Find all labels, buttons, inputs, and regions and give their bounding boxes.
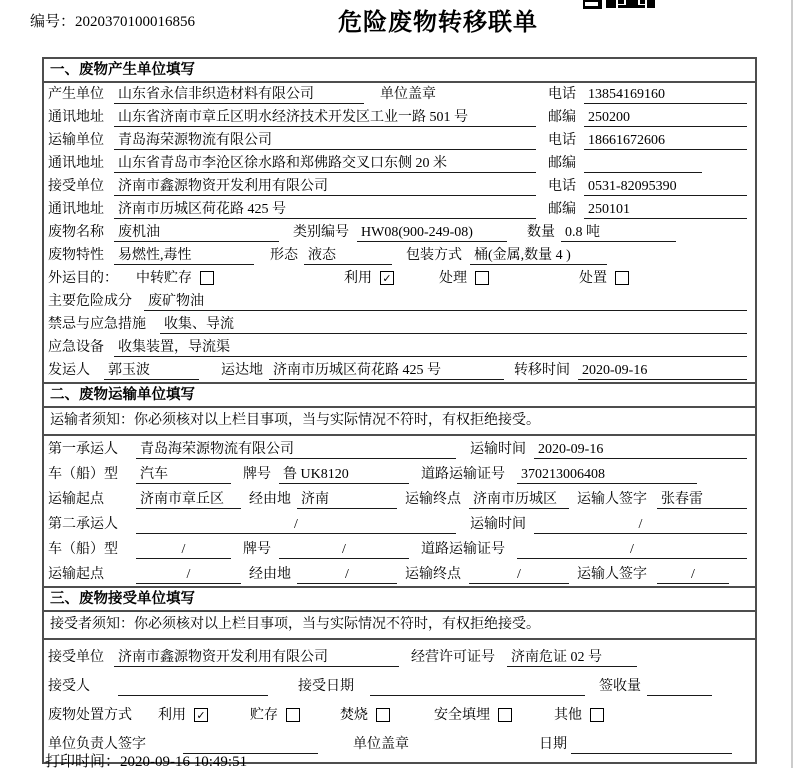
section-producer [44, 59, 755, 382]
purpose-label: 外运目的： [48, 271, 118, 286]
consignor-value: 郭玉波 [104, 361, 199, 380]
field-label: 产生单位 [48, 87, 104, 102]
receiver-unit-value: 济南市鑫源物资开发利用有限公司 [114, 177, 536, 196]
receipt-amount-value [647, 677, 712, 696]
plate-value: 鲁 UK8120 [279, 465, 409, 484]
field-label: 通讯地址 [48, 110, 104, 125]
via-2-value: / [297, 565, 397, 584]
phone-label: 电话 [548, 133, 576, 148]
row-transport-unit [44, 129, 755, 152]
road-permit-label: 道路运输证号 [421, 542, 505, 557]
route-end-2-value: / [469, 565, 569, 584]
option-other [554, 706, 604, 725]
producer-phone-value: 13854169160 [584, 85, 747, 104]
hazard-component-value: 废矿物油 [144, 292, 747, 311]
row-accept-unit [44, 640, 755, 669]
road-permit-value: 370213006408 [517, 465, 697, 484]
carrier-sign-value: 张春雷 [657, 490, 747, 509]
accept-person-value [118, 677, 268, 696]
print-time [45, 750, 247, 768]
field-label: 第一承运人 [48, 442, 118, 457]
first-carrier-value: 青岛海荣源物流有限公司 [136, 440, 456, 459]
destination-label: 运达地 [221, 363, 263, 378]
section-3-header: 三、废物接受单位填写 [44, 586, 755, 612]
row-emergency-equipment [44, 336, 755, 359]
carrier-sign-label: 运输人签字 [577, 567, 647, 582]
phone-label: 电话 [548, 179, 576, 194]
plate-label: 牌号 [243, 467, 271, 482]
manifest-form [42, 57, 757, 764]
serial-label: 编号： [30, 14, 76, 30]
row-waste-name [44, 221, 755, 244]
row-taboo-measures [44, 313, 755, 336]
vehicle-type-2-value: / [136, 540, 231, 559]
form-value: 液态 [304, 246, 392, 265]
transport-address-value: 山东省青岛市李沧区徐水路和郑佛路交叉口东侧 20 米 [114, 154, 536, 173]
emergency-equipment-value: 收集装置，导流渠 [114, 338, 747, 357]
field-label: 主要危险成分 [48, 294, 132, 309]
license-label: 经营许可证号 [411, 650, 495, 665]
carrier-sign-2-value: / [657, 565, 729, 584]
second-carrier-value: / [136, 515, 456, 534]
checkbox-other[interactable] [590, 708, 604, 722]
checkbox-storage[interactable] [286, 708, 300, 722]
receiver-phone-value: 0531-82095390 [584, 177, 747, 196]
packaging-value: 桶(金属,数量 4 ) [470, 246, 607, 265]
transport-zip-value [584, 154, 702, 173]
zip-label: 邮编 [548, 156, 576, 171]
transport-time-label: 运输时间 [470, 517, 526, 532]
row-route-1 [44, 486, 755, 511]
row-route-2 [44, 561, 755, 586]
option-treat [439, 269, 489, 288]
transport-unit-value: 青岛海荣源物流有限公司 [114, 131, 536, 150]
receipt-amount-label: 签收量 [599, 679, 641, 694]
license-value: 济南危证 02 号 [507, 648, 637, 667]
accept-date-label: 接受日期 [298, 679, 354, 694]
field-label: 第二承运人 [48, 517, 118, 532]
row-waste-character [44, 244, 755, 267]
option-label: 利用 [158, 708, 186, 723]
row-vehicle-2 [44, 536, 755, 561]
waste-name-value: 废机油 [114, 223, 279, 242]
field-label: 禁忌与应急措施 [48, 317, 146, 332]
date-value [571, 735, 732, 754]
field-label: 发运人 [48, 363, 90, 378]
vehicle-type-value: 汽车 [136, 465, 231, 484]
checkbox-utilize[interactable]: ✓ [380, 271, 394, 285]
section-2-header: 二、废物运输单位填写 [44, 382, 755, 408]
option-dispose [579, 269, 629, 288]
row-producer-address [44, 106, 755, 129]
receiver-zip-value: 250101 [584, 200, 747, 219]
route-end-value: 济南市历城区 [469, 490, 569, 509]
field-label: 运输单位 [48, 133, 104, 148]
plate-label: 牌号 [243, 542, 271, 557]
row-receiver-unit [44, 175, 755, 198]
row-accept-person [44, 669, 755, 698]
option-label: 处置 [579, 271, 607, 286]
receiver-notice: 接受者须知：你必须核对以上栏目事项，当与实际情况不符时，有权拒绝接受。 [44, 612, 755, 640]
transport-time-label: 运输时间 [470, 442, 526, 457]
qr-code-fragment [583, 0, 655, 9]
field-label: 接受单位 [48, 650, 104, 665]
option-label: 其他 [554, 708, 582, 723]
plate-2-value: / [279, 540, 409, 559]
field-label: 废物特性 [48, 248, 104, 263]
page-title: 危险废物转移联单 [338, 9, 538, 36]
checkbox-treat[interactable] [475, 271, 489, 285]
taboo-measures-value: 收集、导流 [160, 315, 747, 334]
option-label: 贮存 [250, 708, 278, 723]
row-second-carrier [44, 511, 755, 536]
row-hazard-component [44, 290, 755, 313]
head-sign-label: 单位负责人签字 [48, 737, 146, 752]
producer-unit-value: 山东省永信非织造材料有限公司 [114, 85, 364, 104]
option-incinerate [340, 706, 390, 725]
option-landfill [434, 706, 512, 725]
field-label: 接受人 [48, 679, 90, 694]
route-end-label: 运输终点 [405, 567, 461, 582]
transfer-time-value: 2020-09-16 [578, 361, 747, 380]
quantity-value: 0.8 吨 [561, 223, 676, 242]
transport-time-2-value: / [534, 515, 747, 534]
field-label: 运输起点 [48, 567, 104, 582]
section-transporter [44, 382, 755, 586]
destination-value: 济南市历城区荷花路 425 号 [269, 361, 504, 380]
accept-date-value [370, 677, 585, 696]
option-label: 焚烧 [340, 708, 368, 723]
producer-address-value: 山东省济南市章丘区明水经济技术开发区工业一路 501 号 [114, 108, 536, 127]
section-receiver [44, 586, 755, 762]
packaging-label: 包装方式 [406, 248, 462, 263]
row-transport-address [44, 152, 755, 175]
accept-unit-value: 济南市鑫源物资开发利用有限公司 [114, 648, 399, 667]
checkbox-landfill[interactable] [498, 708, 512, 722]
via-label: 经由地 [249, 492, 291, 507]
checkbox-utilize-2[interactable]: ✓ [194, 708, 208, 722]
row-receiver-address [44, 198, 755, 221]
field-label: 接受单位 [48, 179, 104, 194]
zip-label: 邮编 [548, 110, 576, 125]
carrier-sign-label: 运输人签字 [577, 492, 647, 507]
route-origin-value: 济南市章丘区 [136, 490, 241, 509]
page-right-edge [791, 0, 793, 768]
field-label: 通讯地址 [48, 156, 104, 171]
field-label: 车（船）型 [48, 467, 118, 482]
unit-seal-label: 单位盖章 [353, 737, 409, 752]
unit-seal-label: 单位盖章 [380, 87, 436, 102]
road-permit-label: 道路运输证号 [421, 467, 505, 482]
via-label: 经由地 [249, 567, 291, 582]
row-transfer-purpose [44, 267, 755, 290]
transporter-notice: 运输者须知：你必须核对以上栏目事项，当与实际情况不符时，有权拒绝接受。 [44, 408, 755, 436]
receiver-address-value: 济南市历城区荷花路 425 号 [114, 200, 536, 219]
field-label: 运输起点 [48, 492, 104, 507]
option-transit-storage [136, 269, 214, 288]
field-label: 通讯地址 [48, 202, 104, 217]
option-label: 中转贮存 [136, 271, 192, 286]
serial-value: 2020370100016856 [75, 14, 196, 30]
option-storage [250, 706, 300, 725]
row-vehicle-1 [44, 461, 755, 486]
category-value: HW08(900-249-08) [357, 223, 507, 242]
route-end-label: 运输终点 [405, 492, 461, 507]
character-value: 易燃性,毒性 [114, 246, 254, 265]
row-consignor [44, 359, 755, 382]
field-label: 应急设备 [48, 340, 104, 355]
form-label: 形态 [270, 248, 298, 263]
transport-time-value: 2020-09-16 [534, 440, 747, 459]
row-producer-unit [44, 83, 755, 106]
zip-label: 邮编 [548, 202, 576, 217]
row-first-carrier [44, 436, 755, 461]
road-permit-2-value: / [517, 540, 747, 559]
disposal-method-label: 废物处置方式 [48, 708, 132, 723]
field-label: 车（船）型 [48, 542, 118, 557]
section-1-header: 一、废物产生单位填写 [44, 59, 755, 83]
phone-label: 电话 [548, 87, 576, 102]
print-time-value: 2020-09-16 10:49:51 [120, 754, 248, 768]
transfer-time-label: 转移时间 [514, 363, 570, 378]
route-origin-2-value: / [136, 565, 241, 584]
checkbox-incinerate[interactable] [376, 708, 390, 722]
quantity-label: 数量 [527, 225, 555, 240]
category-label: 类别编号 [293, 225, 349, 240]
field-label: 废物名称 [48, 225, 104, 240]
print-time-label: 打印时间： [45, 754, 121, 768]
transport-phone-value: 18661672606 [584, 131, 747, 150]
option-label: 安全填埋 [434, 708, 490, 723]
date-label: 日期 [539, 737, 567, 752]
producer-zip-value: 250200 [584, 108, 747, 127]
checkbox-dispose[interactable] [615, 271, 629, 285]
option-utilize [344, 269, 394, 288]
checkbox-transit-storage[interactable] [200, 271, 214, 285]
option-label: 处理 [439, 271, 467, 286]
option-label: 利用 [344, 271, 372, 286]
option-utilize-2 [158, 706, 208, 725]
row-disposal-method [44, 698, 755, 727]
via-value: 济南 [297, 490, 397, 509]
